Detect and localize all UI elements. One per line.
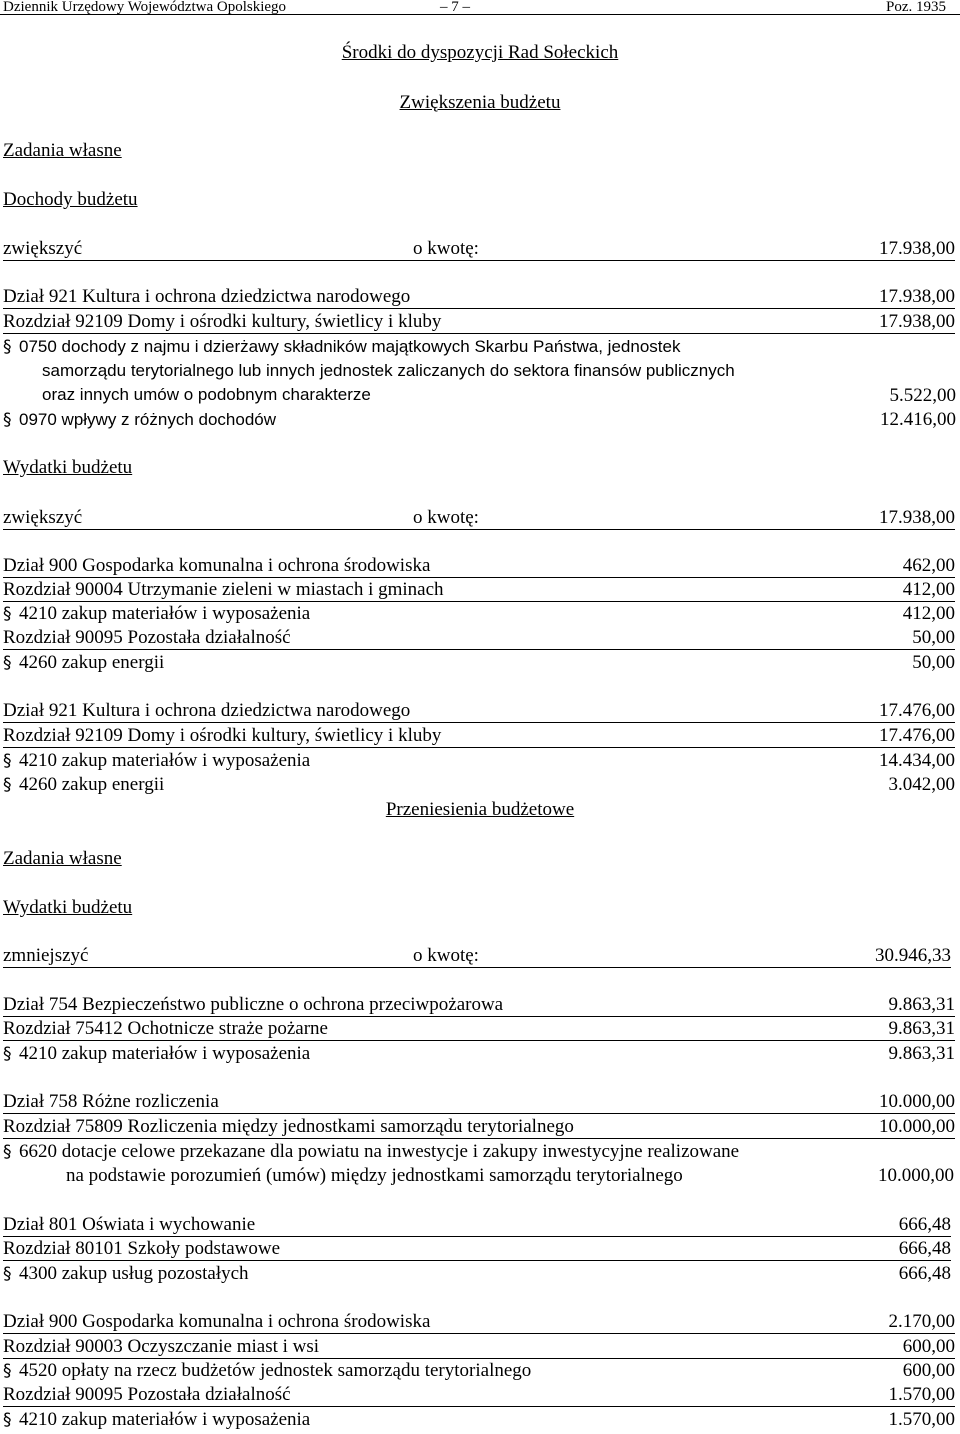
- dzial-amount: 10.000,00: [879, 1091, 955, 1112]
- section-sign-icon: §: [3, 775, 12, 795]
- paragraph-0750-line2: samorządu terytorialnego lub innych jednostek zaliczanych do sektora finansów publicznych: [42, 361, 735, 380]
- paragraph-0750-line1: § 0750 dochody z najmu i dzierżawy składników majątkowych Skarbu Państwa, jednostek: [3, 337, 681, 357]
- paragraph-amount: 1.570,00: [888, 1409, 955, 1430]
- dzial-row: [3, 994, 955, 1017]
- section-sign-icon: §: [3, 1361, 12, 1381]
- rozdzial-amount: 17.476,00: [879, 725, 955, 746]
- rozdzial-amount: 600,00: [902, 1336, 955, 1357]
- journal-name: Dziennik Urzędowy Województwa Opolskiego: [3, 0, 287, 15]
- paragraph-6620-line1: § 6620 dotacje celowe przekazane dla powiatu na inwestycje i zakupy inwestycyjne realizowane: [3, 1141, 740, 1162]
- paragraph-amount: 14.434,00: [879, 750, 955, 771]
- section-sign-icon: §: [3, 1142, 12, 1162]
- paragraph-row: § 4210 zakup materiałów i wyposażenia 412,00: [3, 603, 955, 624]
- paragraph-row: § 4210 zakup materiałów i wyposażenia 14.434,00: [3, 750, 955, 771]
- rozdzial-label: Rozdział 92109 Domy i ośrodki kultury, świetlicy i kluby: [3, 725, 442, 746]
- dzial-row: [3, 1091, 955, 1114]
- rozdzial-amount: 50,00: [912, 627, 955, 648]
- rozdzial-row: [3, 627, 955, 650]
- transfers-title: Przeniesienia budżetowe: [385, 799, 575, 820]
- own-tasks-heading: Zadania własne: [3, 140, 122, 161]
- dzial-label: Dział 801 Oświata i wychowanie: [3, 1214, 256, 1235]
- paragraph-row: § 4520 opłaty na rzecz budżetów jednostek samorządu terytorialnego 600,00: [3, 1360, 955, 1381]
- paragraph-amount: 600,00: [902, 1360, 955, 1381]
- section-sign-icon: §: [3, 410, 12, 430]
- dzial-label: Dział 754 Bezpieczeństwo publiczne o ochrona przeciwpożarowa: [3, 994, 504, 1015]
- running-header: [0, 0, 960, 14]
- paragraph-0970: § 0970 wpływy z różnych dochodów: [3, 410, 277, 430]
- dzial-label: Dział 900 Gospodarka komunalna i ochrona środowiska: [3, 1311, 431, 1332]
- rozdzial-row: [3, 1238, 951, 1261]
- rozdzial-amount: 666,48: [898, 1238, 951, 1259]
- total-amount: 30.946,33: [875, 945, 951, 966]
- dzial-label: Dział 900 Gospodarka komunalna i ochrona środowiska: [3, 555, 431, 576]
- paragraph-6620-line2: na podstawie porozumień (umów) między jednostkami samorządu terytorialnego: [66, 1165, 683, 1186]
- section-sign-icon: §: [3, 337, 12, 357]
- rozdzial-label: Rozdział 92109 Domy i ośrodki kultury, świetlicy i kluby: [3, 311, 442, 332]
- rozdzial-row: [3, 1116, 955, 1139]
- section-sign-icon: §: [3, 1410, 12, 1430]
- section-sign-icon: §: [3, 604, 12, 624]
- paragraph-row: § 4260 zakup energii 50,00: [3, 652, 955, 673]
- rozdzial-label: Rozdział 75809 Rozliczenia między jednostkami samorządu terytorialnego: [3, 1116, 574, 1137]
- rozdzial-amount: 412,00: [902, 579, 955, 600]
- by-amount-label: o kwotę:: [413, 945, 479, 966]
- paragraph-amount: 666,48: [898, 1263, 951, 1284]
- total-amount: 17.938,00: [879, 238, 955, 259]
- dzial-amount: 2.170,00: [888, 1311, 955, 1332]
- dzial-amount: 17.476,00: [879, 700, 955, 721]
- paragraph-row: § 4210 zakup materiałów i wyposażenia 1.570,00: [3, 1409, 955, 1430]
- section-sign-icon: §: [3, 751, 12, 771]
- action-label: zwiększyć: [3, 507, 83, 528]
- dzial-row: [3, 1214, 951, 1237]
- revenue-heading: Dochody budżetu: [3, 189, 138, 210]
- dzial-amount: 462,00: [902, 555, 955, 576]
- rozdzial-amount: 9.863,31: [888, 1018, 955, 1039]
- by-amount-label: o kwotę:: [413, 507, 479, 528]
- dzial-amount: 17.938,00: [879, 286, 955, 307]
- paragraph-0750-line3: oraz innych umów o podobnym charakterze: [42, 385, 371, 404]
- dzial-amount: 9.863,31: [888, 994, 955, 1015]
- paragraph-amount: 412,00: [902, 603, 955, 624]
- header-rule: [0, 14, 960, 15]
- own-tasks-heading: Zadania własne: [3, 848, 122, 869]
- paragraph-row: § 4300 zakup usług pozostałych 666,48: [3, 1263, 951, 1284]
- paragraph-row: § 4210 zakup materiałów i wyposażenia 9.863,31: [3, 1043, 955, 1064]
- section-sign-icon: §: [3, 1264, 12, 1284]
- dzial-row: [3, 1311, 955, 1334]
- by-amount-label: o kwotę:: [413, 238, 479, 259]
- dzial-row: [3, 555, 955, 578]
- dzial-label: Dział 921 Kultura i ochrona dziedzictwa narodowego: [3, 700, 411, 721]
- revenue-total-row: [3, 238, 955, 261]
- paragraph-amount: 3.042,00: [888, 774, 955, 795]
- dzial-row: [3, 700, 955, 723]
- dzial-amount: 666,48: [898, 1214, 951, 1235]
- paragraph-0970-amount: 12.416,00: [880, 409, 956, 430]
- paragraph-0750-amount: 5.522,00: [889, 385, 956, 406]
- rozdzial-amount: 1.570,00: [888, 1384, 955, 1405]
- paragraph-row: § 4260 zakup energii 3.042,00: [3, 774, 955, 795]
- increases-title: Zwiększenia budżetu: [399, 92, 561, 113]
- paragraph-amount: 50,00: [912, 652, 955, 673]
- main-title: Środki do dyspozycji Rad Sołeckich: [341, 42, 619, 63]
- paragraph-amount: 9.863,31: [888, 1043, 955, 1064]
- expenses-heading: Wydatki budżetu: [3, 457, 133, 478]
- total-amount: 17.938,00: [879, 507, 955, 528]
- expenses-heading: Wydatki budżetu: [3, 897, 133, 918]
- transfers-total-row: [3, 945, 951, 968]
- rozdzial-label: Rozdział 80101 Szkoły podstawowe: [3, 1238, 281, 1259]
- rozdzial-label: Rozdział 90004 Utrzymanie zieleni w miastach i gminach: [3, 579, 444, 600]
- paragraph-6620-amount: 10.000,00: [878, 1165, 954, 1186]
- rozdzial-label: Rozdział 90095 Pozostała działalność: [3, 1384, 291, 1405]
- section-sign-icon: §: [3, 653, 12, 673]
- rozdzial-row: [3, 311, 955, 334]
- rozdzial-row: [3, 1018, 955, 1041]
- rozdzial-row: [3, 1384, 955, 1407]
- expenses-total-row: [3, 507, 955, 530]
- rozdzial-label: Rozdział 90003 Oczyszczanie miast i wsi: [3, 1336, 320, 1357]
- rozdzial-row: [3, 725, 955, 748]
- section-sign-icon: §: [3, 1044, 12, 1064]
- dzial-row: [3, 286, 955, 309]
- rozdzial-row: [3, 579, 955, 602]
- rozdzial-label: Rozdział 90095 Pozostała działalność: [3, 627, 291, 648]
- dzial-label: Dział 758 Różne rozliczenia: [3, 1091, 219, 1112]
- position-number: Poz. 1935: [886, 0, 946, 15]
- page-number: – 7 –: [440, 0, 470, 15]
- dzial-label: Dział 921 Kultura i ochrona dziedzictwa narodowego: [3, 286, 411, 307]
- action-label: zwiększyć: [3, 238, 83, 259]
- rozdzial-row: [3, 1336, 955, 1359]
- action-label: zmniejszyć: [3, 945, 89, 966]
- rozdzial-amount: 10.000,00: [879, 1116, 955, 1137]
- rozdzial-label: Rozdział 75412 Ochotnicze straże pożarne: [3, 1018, 328, 1039]
- rozdzial-amount: 17.938,00: [879, 311, 955, 332]
